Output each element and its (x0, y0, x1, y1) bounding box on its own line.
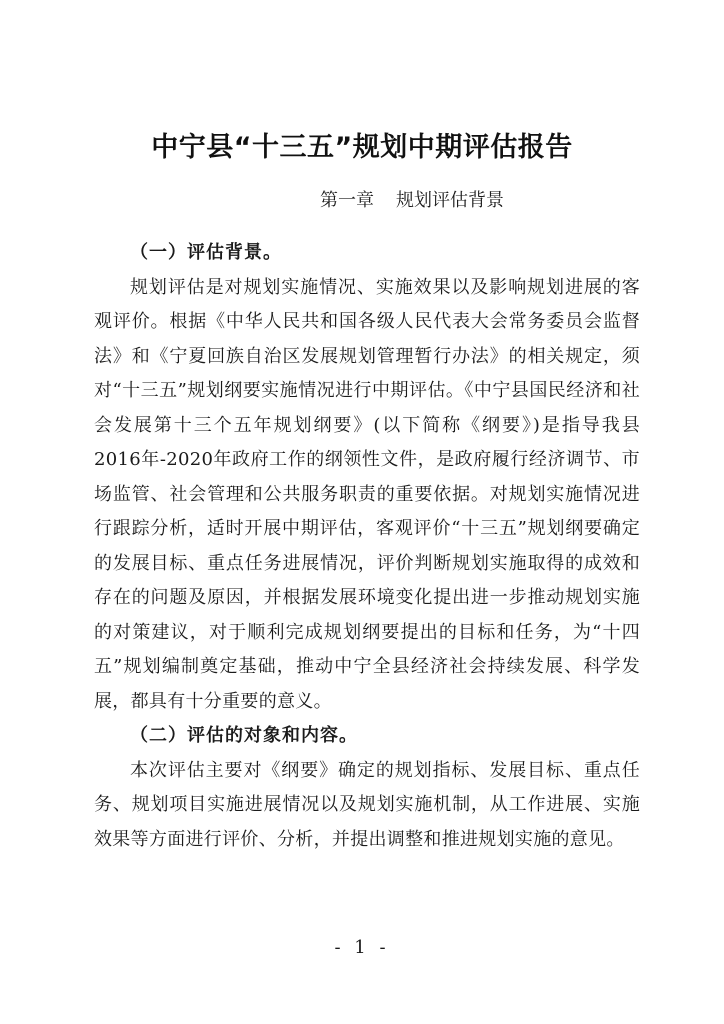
chapter-name: 规划评估背景 (396, 190, 504, 211)
section-heading-scope: （二）评估的对象和内容。 (130, 725, 358, 746)
section-paragraph-scope: 本次评估主要对《纲要》确定的规划指标、发展目标、重点任务、规划项目实施进展情况以及规划实施机制，从工作进展、实施效果等方面进行评价、分析，并提出调整和推进规划实施的意见。 (94, 759, 640, 850)
section-heading-background: （一）评估背景。 (130, 242, 282, 263)
chapter-heading (0, 186, 724, 216)
section-paragraph-background: 规划评估是对规划实施情况、实施效果以及影响规划进展的客观评价。根据《中华人民共和国各级人民代表大会常务委员会监督法》和《宁夏回族自治区发展规划管理暂行办法》的相关规定，须对“十三五”规划纲要实施情况进行中期评估。《中宁县国民经济和社会发展第十三个五年规划纲要》(以下简称《纲要》)是指导我县2016年-2020年政府工作的纲领性文件，是政府履行经济调节、市场监管、社会管理和公共服务职责的重要依据。对规划实施情况进行跟踪分析，适时开展中期评估，客观评价“十三五”规划纲要确定的发展目标、重点任务进展情况，评价判断规划实施取得的成效和存在的问题及原因，并根据发展环境变化提出进一步推动规划实施的对策建议，对于顺利完成规划纲要提出的目标和任务，为“十四五”规划编制奠定基础，推动中宁全县经济社会持续发展、科学发展，都具有十分重要的意义。 (94, 276, 640, 712)
document-title: 中宁县“十三五”规划中期评估报告 (151, 132, 573, 163)
chapter-number: 第一章 (320, 190, 374, 211)
page-number: - 1 - (334, 937, 390, 958)
document-body (94, 236, 640, 857)
